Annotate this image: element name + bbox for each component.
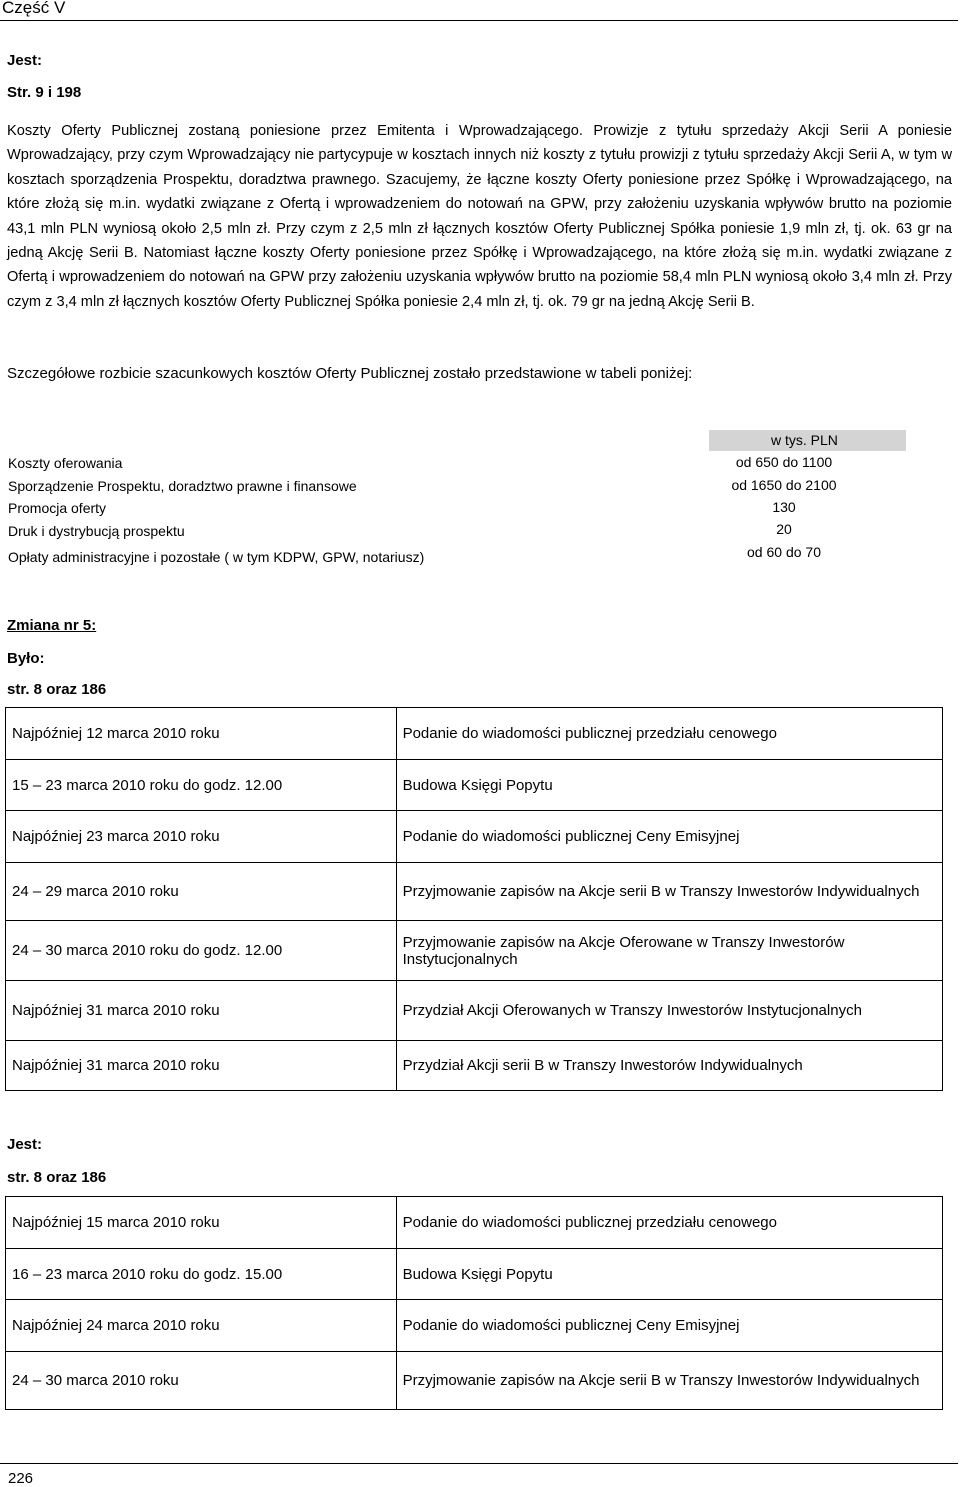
schedule-event: Podanie do wiadomości publicznej Ceny Emisyjnej <box>396 811 942 863</box>
schedule-date: 15 – 23 marca 2010 roku do godz. 12.00 <box>6 760 397 811</box>
schedule-date: 24 – 30 marca 2010 roku <box>6 1352 397 1410</box>
label-jest: Jest: <box>7 52 43 69</box>
schedule-date: Najpóźniej 24 marca 2010 roku <box>6 1300 397 1352</box>
change-title: Zmiana nr 5: <box>7 617 97 634</box>
schedule-event: Przydział Akcji serii B w Transzy Inwestorów Indywidualnych <box>396 1041 942 1091</box>
schedule-date: 24 – 30 marca 2010 roku do godz. 12.00 <box>6 921 397 981</box>
header-divider <box>0 20 958 21</box>
label-jest-after: Jest: <box>7 1136 43 1153</box>
page-reference-after: str. 8 oraz 186 <box>7 1169 107 1186</box>
schedule-date: Najpóźniej 31 marca 2010 roku <box>6 981 397 1041</box>
cost-label: Sporządzenie Prospektu, doradztwo prawne i finansowe <box>8 478 357 494</box>
table-row <box>6 1041 943 1091</box>
schedule-event: Przydział Akcji Oferowanych w Transzy Inwestorów Instytucjonalnych <box>396 981 942 1041</box>
table-row <box>6 708 943 760</box>
cost-table-unit-header <box>709 430 906 451</box>
schedule-event: Podanie do wiadomości publicznej Ceny Emisyjnej <box>396 1300 942 1352</box>
table-row <box>6 1352 943 1410</box>
schedule-event: Przyjmowanie zapisów na Akcje Oferowane w Transzy Inwestorów Instytucjonalnych <box>396 921 942 981</box>
schedule-date: Najpóźniej 23 marca 2010 roku <box>6 811 397 863</box>
table-row <box>6 760 943 811</box>
table-row <box>6 981 943 1041</box>
costs-intro: Szczegółowe rozbicie szacunkowych kosztów Oferty Publicznej zostało przedstawione w tabeli poniżej: <box>7 365 693 382</box>
schedule-date: Najpóźniej 31 marca 2010 roku <box>6 1041 397 1091</box>
costs-paragraph: Koszty Oferty Publicznej zostaną poniesione przez Emitenta i Wprowadzającego. Prowizje z tytułu sprzedaży Akcji Serii A poniesie Wprowadzający, przy czym Wprowadzający nie partycypuje w kosztach innych niż koszty z tytułu prowizji z tytułu sprzedaży Akcji Serii A, w tym w kosztach sporządzenia Prospektu, doradztwa prawnego. Szacujemy, że łączne koszty Oferty poniesione przez Spółkę i Wprowadzającego, na które złożą się m.in. wydatki związane z Ofertą i wprowadzeniem do notowań na GPW, przy założeniu uzyskania wpływów brutto na poziomie 43,1 mln PLN wyniosą około 2,5 mln zł. Przy czym z 2,5 mln zł łącznych kosztów Oferty Publicznej Spółka poniesie 1,9 mln zł, tj. ok. 63 gr na jedną Akcję Serii B. Natomiast łączne koszty Oferty poniesione przez Spółkę i Wprowadzającego, na które złożą się m.in. wydatki związane z Ofertą i wprowadzeniem do notowań na GPW przy założeniu uzyskania wpływów brutto na poziomie 58,4 mln PLN wyniosą około 3,4 mln zł. Przy czym z 3,4 mln zł łącznych kosztów Oferty Publicznej Spółka poniesie 2,4 mln zł, tj. ok. 79 gr na jedną Akcję Serii B. <box>7 123 952 310</box>
footer-divider <box>0 1463 958 1464</box>
page-reference-before: str. 8 oraz 186 <box>7 681 107 698</box>
table-row <box>6 1197 943 1249</box>
schedule-table-before <box>5 707 943 1091</box>
cost-label: Promocja oferty <box>8 500 107 516</box>
cost-label: Druk i dystrybucją prospektu <box>8 523 185 539</box>
cost-value: od 60 do 70 <box>747 544 821 560</box>
cost-label: Koszty oferowania <box>8 455 123 471</box>
schedule-event: Przyjmowanie zapisów na Akcje serii B w Transzy Inwestorów Indywidualnych <box>396 863 942 921</box>
table-row <box>6 863 943 921</box>
schedule-date: 16 – 23 marca 2010 roku do godz. 15.00 <box>6 1249 397 1300</box>
label-bylo: Było: <box>7 650 45 667</box>
cost-unit-label: w tys. PLN <box>771 432 838 448</box>
table-row <box>6 1300 943 1352</box>
schedule-event: Budowa Księgi Popytu <box>396 1249 942 1300</box>
schedule-event: Budowa Księgi Popytu <box>396 760 942 811</box>
cost-label: Opłaty administracyjne i pozostałe ( w tym KDPW, GPW, notariusz) <box>8 549 425 565</box>
table-row <box>6 921 943 981</box>
schedule-event: Podanie do wiadomości publicznej przedziału cenowego <box>396 708 942 760</box>
schedule-table-after <box>5 1196 943 1410</box>
page-number: 226 <box>8 1470 34 1487</box>
schedule-event: Podanie do wiadomości publicznej przedziału cenowego <box>396 1197 942 1249</box>
schedule-date: Najpóźniej 15 marca 2010 roku <box>6 1197 397 1249</box>
cost-value: od 650 do 1100 <box>735 454 833 470</box>
schedule-event: Przyjmowanie zapisów na Akcje serii B w Transzy Inwestorów Indywidualnych <box>396 1352 942 1410</box>
cost-value: 20 <box>776 521 792 537</box>
cost-value: od 1650 do 2100 <box>731 477 837 493</box>
cost-value: 130 <box>772 499 796 515</box>
table-row <box>6 811 943 863</box>
schedule-date: Najpóźniej 12 marca 2010 roku <box>6 708 397 760</box>
section-title: Część V <box>2 0 66 17</box>
table-row <box>6 1249 943 1300</box>
schedule-date: 24 – 29 marca 2010 roku <box>6 863 397 921</box>
page-reference: Str. 9 i 198 <box>7 84 82 101</box>
